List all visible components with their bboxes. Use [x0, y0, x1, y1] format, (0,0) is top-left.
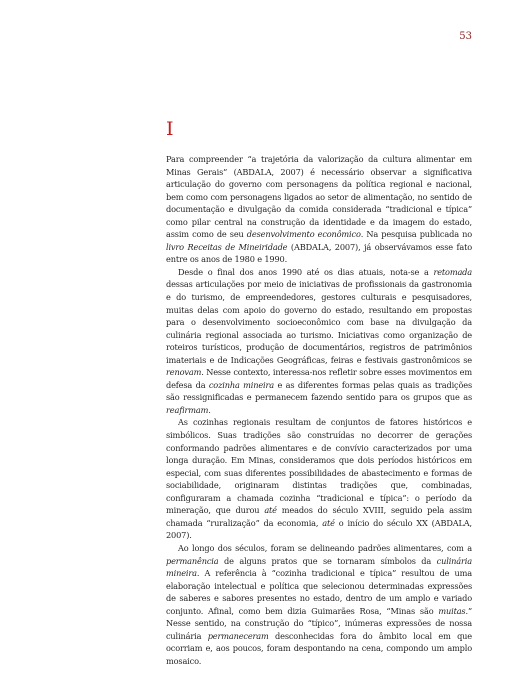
text-run: . Na pesquisa publicada no [360, 229, 472, 240]
paragraph [166, 542, 472, 667]
text-run: dessas articulações por meio de iniciativas de profissionais da gastronomia e do turismo, de empreendedores, gestores culturais e pesquisadores, muitas delas com apoio do governo do estado, resultando em propostas para o desenvolvimento socioeconômico com base na divulgação da culinária regional associada ao turismo. Iniciativas como organização de roteiros turísticos, produção de documentários, registros de patrimônios imateriais e de Indicações Geográficas, feiras e festivais gastronômicos se [166, 279, 472, 365]
text-run: Desde o final dos anos 1990 até os dias atuais, nota-se a [178, 266, 434, 277]
italic-text: cozinha mineira [208, 379, 275, 390]
text-run: . A referência à “cozinha tradicional e típica” resultou de uma elaboração intelectual e política que selecionou determinadas expressões de saberes e sabores presentes no estado, dentro de um amplo e variado conjunto. Afinal, como bem dizia Guimarães Rosa, “Minas são [166, 568, 472, 616]
text-run: desconhecidas fora do âmbito local em que ocorriam e, aos poucos, foram despontando na cena, compondo um amplo mosaico. [166, 630, 472, 666]
paragraph [166, 153, 472, 266]
italic-text: culinária mineira [166, 555, 472, 579]
text-run: de alguns pratos que se tornaram símbolos da [218, 555, 437, 566]
italic-text: retomada [433, 266, 472, 277]
italic-text: até [322, 517, 335, 528]
italic-text: até [264, 505, 277, 516]
text-run: . [208, 404, 211, 415]
text-run: o início do século XX (ABDALA, 2007). [166, 517, 473, 541]
text-run: As cozinhas regionais resultam de conjuntos de fatores históricos e simbólicos. Suas tradições são construídas no decorrer de gerações conformando padrões alimentares e de convívio caracterizados por uma longa duração. Em Minas, consideramos que dois períodos históricos em especial, com suas diferentes possibilidades de abastecimento e formas de sociabilidade, originaram distintas tradições que, combinadas, configuraram a chamada cozinha “tradicional e típica”: o período da mineração, que durou [166, 417, 472, 516]
italic-text: permanência [166, 555, 219, 566]
italic-text: renovam [166, 367, 202, 378]
section-marker: I [166, 118, 174, 140]
italic-text: livro Receitas de Mineiridade [166, 241, 288, 252]
paragraph [166, 416, 472, 541]
italic-text: desenvolvimento econômico [246, 229, 361, 240]
paragraph [166, 266, 472, 417]
text-run: e as diferentes formas pelas quais as tradições são ressignificadas e permanecem fazendo sentido para os grupos que as [166, 379, 472, 403]
text-run: .” Nesse sentido, na construção do “típico”, inúmeras expressões de nossa culinária [166, 605, 472, 641]
italic-text: muitas [438, 605, 466, 616]
text-run: Para compreender “a trajetória da valorização da cultura alimentar em Minas Gerais” (ABDALA, 2007) é necessário observar a significativa articulação do governo com personagens da política regional e nacional, bem como com personagens ligados ao setor de alimentação, no sentido de documentação e divulgação da comida considerada “tradicional e típica” como pilar central na construção da identidade e da imagem do estado, assim como de seu [166, 154, 472, 240]
page-number: 53 [459, 31, 472, 42]
italic-text: permaneceram [207, 630, 269, 641]
text-run: . Nesse contexto, interessa-nos refletir sobre esses movimentos em defesa da [166, 367, 472, 390]
text-run: meados do século XVIII, seguido pela assim chamada “ruralização” da economia, [166, 505, 472, 528]
italic-text: reafirmam [166, 404, 209, 415]
body-text [166, 153, 472, 667]
text-run: (ABDALA, 2007), já observávamos esse fato entre os anos de 1980 e 1990. [166, 241, 473, 265]
text-run: Ao longo dos séculos, foram se delineando padrões alimentares, com a [178, 542, 472, 553]
